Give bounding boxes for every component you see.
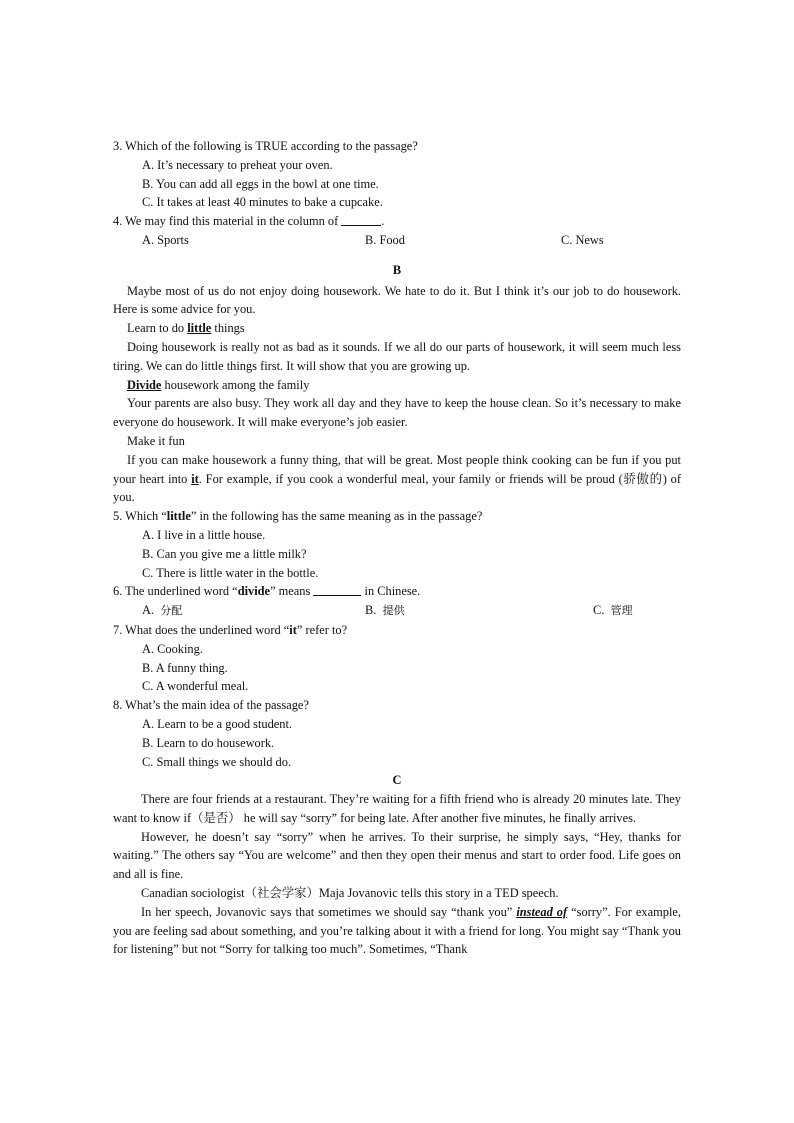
stem-text: ” means	[270, 584, 314, 599]
stem-end: .	[381, 214, 385, 229]
stem-text: 6. The underlined word “	[113, 584, 238, 599]
section-heading-c: C	[392, 773, 402, 788]
subheading-text: things	[211, 321, 245, 336]
question-stem	[113, 212, 681, 231]
paragraph: However, he doesn’t say “sorry” when he arrives. To their surprise, he simply says, “Hey, thanks for waiting.” The others say “You are welcome” and then they open their menus and start to order food. Life goes on and all is fine.	[113, 829, 681, 882]
subheading-text: Learn to do	[127, 321, 188, 336]
question-8	[113, 696, 681, 771]
paragraph: Your parents are also busy. They work all day and they have to keep the house clean. So it’s necessary to make everyone do housework. It will make everyone’s job easier.	[113, 396, 681, 430]
question-3	[113, 137, 681, 212]
paragraph: Doing housework is really not as bad as it sounds. If we all do our parts of housework, it will seem much less tiring. We can do little things first. It will show that you are growing up.	[113, 339, 681, 373]
question-6	[113, 582, 681, 621]
option-letter: C.	[593, 603, 605, 618]
paragraph	[113, 451, 681, 507]
underlined-phrase: instead of	[516, 904, 568, 919]
question-7	[113, 621, 681, 696]
paragraph-text: If you can make housework a funny thing, that will be great. Most people think cooking can be fun if you put your heart into	[113, 452, 681, 486]
subheading-3: Make it fun	[127, 433, 185, 448]
option-text: 管理	[610, 604, 633, 618]
question-stem	[113, 582, 681, 601]
paragraph: Canadian sociologist（社会学家）Maja Jovanovic tells this story in a TED speech.	[141, 886, 559, 901]
stem-text: in Chinese.	[361, 584, 421, 599]
stem-text: 7. What does the underlined word “	[113, 622, 290, 637]
stem-text: ” in the following has the same meaning as in the passage?	[190, 509, 483, 524]
underlined-word: Divide	[127, 377, 162, 392]
options-row	[113, 601, 681, 621]
key-word: it	[289, 622, 297, 637]
option-a: A. Learn to be a good student.	[142, 716, 293, 731]
option-c: C. News	[561, 232, 604, 247]
passage-c	[113, 790, 681, 959]
question-4	[113, 212, 681, 250]
underlined-word: it	[191, 471, 199, 486]
option-b: B. You can add all eggs in the bowl at one time.	[142, 176, 379, 191]
subheading-text: housework among the family	[161, 377, 310, 392]
stem-text: 5. Which “	[113, 509, 167, 524]
option-a: A. It’s necessary to preheat your oven.	[142, 157, 333, 172]
underlined-word: little	[187, 321, 212, 336]
option-letter: B.	[365, 603, 377, 618]
option-b: B. Can you give me a little milk?	[142, 546, 307, 561]
option-b: B. Learn to do housework.	[142, 735, 275, 750]
paragraph	[113, 903, 681, 959]
option-c	[593, 601, 633, 621]
option-c: C. A wonderful meal.	[142, 679, 249, 694]
option-text: 分配	[160, 604, 183, 618]
key-word: divide	[237, 584, 271, 599]
question-5	[113, 507, 681, 582]
option-c: C. There is little water in the bottle.	[142, 565, 319, 580]
option-letter: A.	[142, 603, 155, 618]
question-stem: 3. Which of the following is TRUE according to the passage?	[113, 139, 418, 153]
options-row	[113, 231, 681, 250]
subheading-1	[113, 319, 681, 338]
option-a	[142, 601, 365, 621]
option-b: B. Food	[365, 232, 405, 247]
passage-b	[113, 282, 681, 508]
answer-blank	[341, 213, 381, 226]
stem-text: ” refer to?	[296, 622, 348, 637]
paragraph-text: “sorry”. For example, you are feeling sad about something, and you’re talking about it with a friend for long. You might say “Thank you for listening” but not “Sorry for talking too much”. Sometimes, “Thank	[113, 904, 681, 957]
paragraph-text: In her speech, Jovanovic says that sometimes we should say “thank you”	[141, 904, 517, 919]
option-text: 提供	[382, 604, 405, 618]
option-a: A. Cooking.	[142, 641, 203, 656]
key-word: little	[166, 509, 191, 524]
option-a: A. Sports	[142, 232, 189, 247]
answer-blank	[313, 583, 361, 596]
option-b	[365, 601, 593, 621]
option-b: B. A funny thing.	[142, 660, 228, 675]
question-stem	[113, 621, 681, 640]
subheading-2	[113, 376, 681, 395]
option-c: C. Small things we should do.	[142, 754, 292, 769]
question-stem	[113, 507, 681, 526]
paragraph: There are four friends at a restaurant. They’re waiting for a fifth friend who is already 20 minutes late. They want to know if（是否） he will say “sorry” for being late. After another five minutes, he finally arrives.	[113, 792, 681, 825]
question-stem: 8. What’s the main idea of the passage?	[113, 698, 309, 713]
option-c: C. It takes at least 40 minutes to bake a cupcake.	[142, 195, 383, 210]
section-heading-b: B	[392, 262, 402, 277]
stem-text: 4. We may find this material in the column of	[113, 214, 342, 229]
exam-page	[113, 137, 681, 959]
paragraph-text: . For example, if you cook a wonderful meal, your family or friends will be proud (骄傲的) of you.	[113, 471, 681, 505]
option-a: A. I live in a little house.	[142, 527, 266, 542]
paragraph: Maybe most of us do not enjoy doing housework. We hate to do it. But I think it’s our job to do housework. Here is some advice for you.	[113, 283, 681, 317]
